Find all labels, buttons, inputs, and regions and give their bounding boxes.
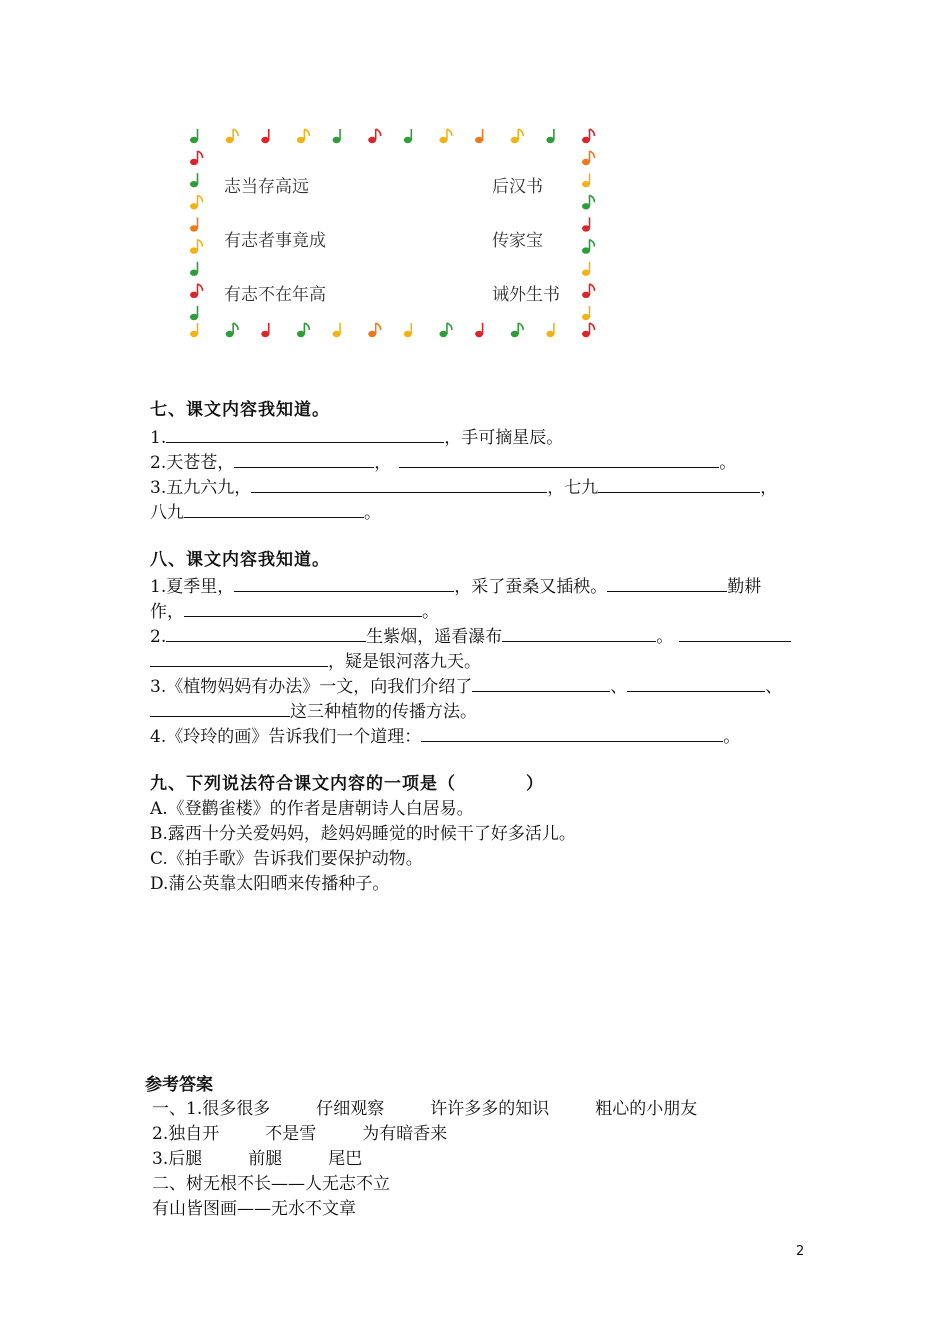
page-number: 2 bbox=[796, 1244, 805, 1259]
section8-q2-blank2[interactable] bbox=[502, 623, 656, 642]
section8-q2-blank4[interactable] bbox=[150, 648, 328, 667]
section7-q2-mid: ， bbox=[374, 453, 392, 473]
answer-2-1: 2.独自开 bbox=[152, 1124, 220, 1144]
right-item-1[interactable]: 后汉书 bbox=[492, 177, 543, 197]
answer-1-1: 一、1.很多很多 bbox=[152, 1099, 271, 1119]
music-note-icon bbox=[297, 323, 310, 337]
music-note-icon bbox=[190, 284, 203, 298]
right-item-3[interactable]: 诫外生书 bbox=[492, 285, 560, 305]
section8-q1-prefix: 1.夏季里， bbox=[150, 577, 235, 597]
left-item-2[interactable]: 有志者事竟成 bbox=[224, 231, 326, 251]
section8-heading: 八、课文内容我知道。 bbox=[150, 550, 330, 570]
music-note-icon bbox=[190, 323, 198, 337]
section8-q1-blank3[interactable] bbox=[184, 598, 422, 617]
section7-q3-line2-end: 。 bbox=[364, 503, 381, 523]
section8-q4 bbox=[150, 723, 740, 749]
section8-q4-prefix: 4.《玲玲的画》告诉我们一个道理： bbox=[150, 727, 422, 747]
music-note-icon bbox=[582, 284, 595, 298]
section8-q1 bbox=[150, 573, 761, 599]
music-note-icon bbox=[511, 323, 524, 337]
answer-2-2: 不是雪 bbox=[265, 1124, 317, 1144]
left-item-3[interactable]: 有志不在年高 bbox=[224, 285, 326, 305]
music-note-icon bbox=[582, 151, 595, 165]
section8-q1-mid: ，采了蚕桑又插秧。 bbox=[454, 577, 608, 597]
music-note-icon bbox=[404, 129, 412, 143]
section8-q3-line2 bbox=[150, 698, 477, 724]
section8-q4-end: 。 bbox=[723, 727, 741, 747]
answer-2-3: 为有暗香来 bbox=[362, 1124, 448, 1144]
right-item-2[interactable]: 传家宝 bbox=[492, 231, 543, 251]
music-note-icon bbox=[439, 323, 452, 337]
answers-line1 bbox=[152, 1094, 697, 1119]
section8-q1-blank2[interactable] bbox=[607, 573, 727, 592]
section8-q3-blank2[interactable] bbox=[627, 673, 765, 692]
answers-line3 bbox=[152, 1144, 362, 1169]
music-note-icon bbox=[582, 129, 595, 143]
music-note-icon bbox=[226, 129, 239, 143]
answers-title: 参考答案 bbox=[145, 1075, 213, 1095]
answer-1-3: 许许多多的知识 bbox=[430, 1099, 550, 1119]
section7-q1-prefix: 1. bbox=[150, 428, 167, 448]
answer-1-4: 粗心的小朋友 bbox=[595, 1099, 698, 1119]
music-note-icon bbox=[261, 323, 269, 337]
music-note-icon bbox=[190, 240, 203, 254]
music-note-icon bbox=[297, 129, 310, 143]
section8-q3-blank3[interactable] bbox=[150, 698, 290, 717]
section8-q2-line2 bbox=[150, 648, 481, 674]
section8-q3-prefix: 3.《植物妈妈有办法》一文，向我们介绍了 bbox=[150, 677, 473, 697]
section8-q2-blank1[interactable] bbox=[166, 623, 366, 642]
answer-3-1: 3.后腿 bbox=[152, 1149, 203, 1169]
music-note-icon bbox=[333, 129, 341, 143]
section8-q4-blank[interactable] bbox=[421, 723, 723, 742]
section9-option-a[interactable]: A.《登鹳雀楼》的作者是唐朝诗人白居易。 bbox=[150, 799, 474, 819]
section8-q1-line2-end: 。 bbox=[422, 602, 439, 622]
section7-q2-end: 。 bbox=[719, 453, 737, 473]
music-note-icon bbox=[190, 173, 198, 187]
music-note-icon bbox=[190, 129, 198, 143]
section8-q2-mid: 生紫烟，遥看瀑布 bbox=[366, 627, 503, 647]
music-note-icon bbox=[368, 129, 381, 143]
section9-heading bbox=[150, 772, 544, 796]
music-note-icon bbox=[475, 323, 483, 337]
music-note-icon bbox=[582, 262, 590, 276]
left-item-1[interactable]: 志当存高远 bbox=[224, 177, 309, 197]
section8-q2-end: 。 bbox=[656, 627, 674, 647]
section9-heading-text: 九、下列说法符合课文内容的一项是（ bbox=[150, 774, 456, 794]
section7-q3-prefix: 3.五九六九， bbox=[150, 478, 252, 498]
section7-q2-prefix: 2.天苍苍， bbox=[150, 453, 235, 473]
section8-q3-line2-end: 这三种植物的传播方法。 bbox=[290, 702, 477, 722]
music-note-icon bbox=[582, 217, 590, 231]
music-note-icon bbox=[190, 306, 198, 320]
answer-1-2: 仔细观察 bbox=[316, 1099, 385, 1119]
music-note-icon bbox=[368, 323, 381, 337]
music-note-icon bbox=[261, 129, 269, 143]
music-note-icon bbox=[190, 262, 198, 276]
music-note-icon bbox=[546, 323, 554, 337]
section7-q1 bbox=[150, 424, 563, 450]
section7-q2 bbox=[150, 449, 736, 475]
section7-q3-end: ， bbox=[760, 478, 778, 498]
music-note-icon bbox=[546, 129, 554, 143]
music-note-frame bbox=[182, 122, 602, 350]
answers-line5: 有山皆图画——无水不文章 bbox=[152, 1199, 356, 1219]
music-note-icon bbox=[190, 195, 203, 209]
music-note-icon bbox=[190, 151, 203, 165]
section8-q2-line2-end: ，疑是银河落九天。 bbox=[328, 652, 481, 672]
answers-line4: 二、树无根不长——人无志不立 bbox=[152, 1174, 390, 1194]
section7-q3-blank1[interactable] bbox=[251, 474, 547, 493]
section8-q3-sep1: 、 bbox=[610, 677, 628, 697]
section8-q1-end: 勤耕 bbox=[727, 577, 762, 597]
section8-q1-blank1[interactable] bbox=[234, 573, 454, 592]
music-note-icon bbox=[582, 173, 590, 187]
answers-line2 bbox=[152, 1119, 447, 1144]
music-note-icon bbox=[439, 129, 452, 143]
section8-q3 bbox=[150, 673, 782, 699]
section7-q3-blank3[interactable] bbox=[184, 499, 364, 518]
section9-option-b[interactable]: B.露西十分关爱妈妈，趁妈妈睡觉的时候干了好多活儿。 bbox=[150, 824, 576, 844]
section7-q3-line2-prefix: 八九 bbox=[150, 503, 184, 523]
section7-heading: 七、课文内容我知道。 bbox=[150, 400, 330, 420]
music-note-icon bbox=[582, 240, 595, 254]
music-note-icon bbox=[582, 306, 590, 320]
music-note-icon bbox=[333, 323, 341, 337]
answer-3-3: 尾巴 bbox=[328, 1149, 363, 1169]
section8-q1-line2 bbox=[150, 598, 439, 624]
section8-q2-blank3[interactable] bbox=[679, 623, 791, 642]
section9-option-c[interactable]: C.《拍手歌》告诉我们要保护动物。 bbox=[150, 849, 423, 869]
section8-q3-sep2: 、 bbox=[765, 677, 783, 697]
section8-q3-blank1[interactable] bbox=[472, 673, 610, 692]
answer-3-2: 前腿 bbox=[248, 1149, 283, 1169]
section7-q3-mid: ，七九 bbox=[547, 478, 599, 498]
section8-q2-prefix: 2. bbox=[150, 627, 167, 647]
section9-heading-close: ） bbox=[526, 774, 544, 794]
music-note-icon bbox=[404, 323, 412, 337]
section7-q3 bbox=[150, 474, 777, 500]
section9-option-d[interactable]: D.蒲公英靠太阳晒来传播种子。 bbox=[150, 874, 390, 894]
music-note-icon bbox=[190, 217, 198, 231]
music-note-icon bbox=[475, 129, 483, 143]
music-note-icon bbox=[582, 323, 595, 337]
section7-q1-blank[interactable] bbox=[166, 424, 444, 443]
section7-q1-suffix: ，手可摘星辰。 bbox=[444, 428, 564, 448]
section7-q3-line2 bbox=[150, 499, 381, 525]
music-note-icon bbox=[582, 195, 595, 209]
section7-q2-blank1[interactable] bbox=[234, 449, 374, 468]
section8-q2 bbox=[150, 623, 791, 649]
section8-q1-line2-prefix: 作， bbox=[150, 602, 184, 622]
section7-q3-blank2[interactable] bbox=[598, 474, 760, 493]
music-note-icon bbox=[511, 129, 524, 143]
music-note-icon bbox=[226, 323, 239, 337]
section7-q2-blank2[interactable] bbox=[399, 449, 719, 468]
